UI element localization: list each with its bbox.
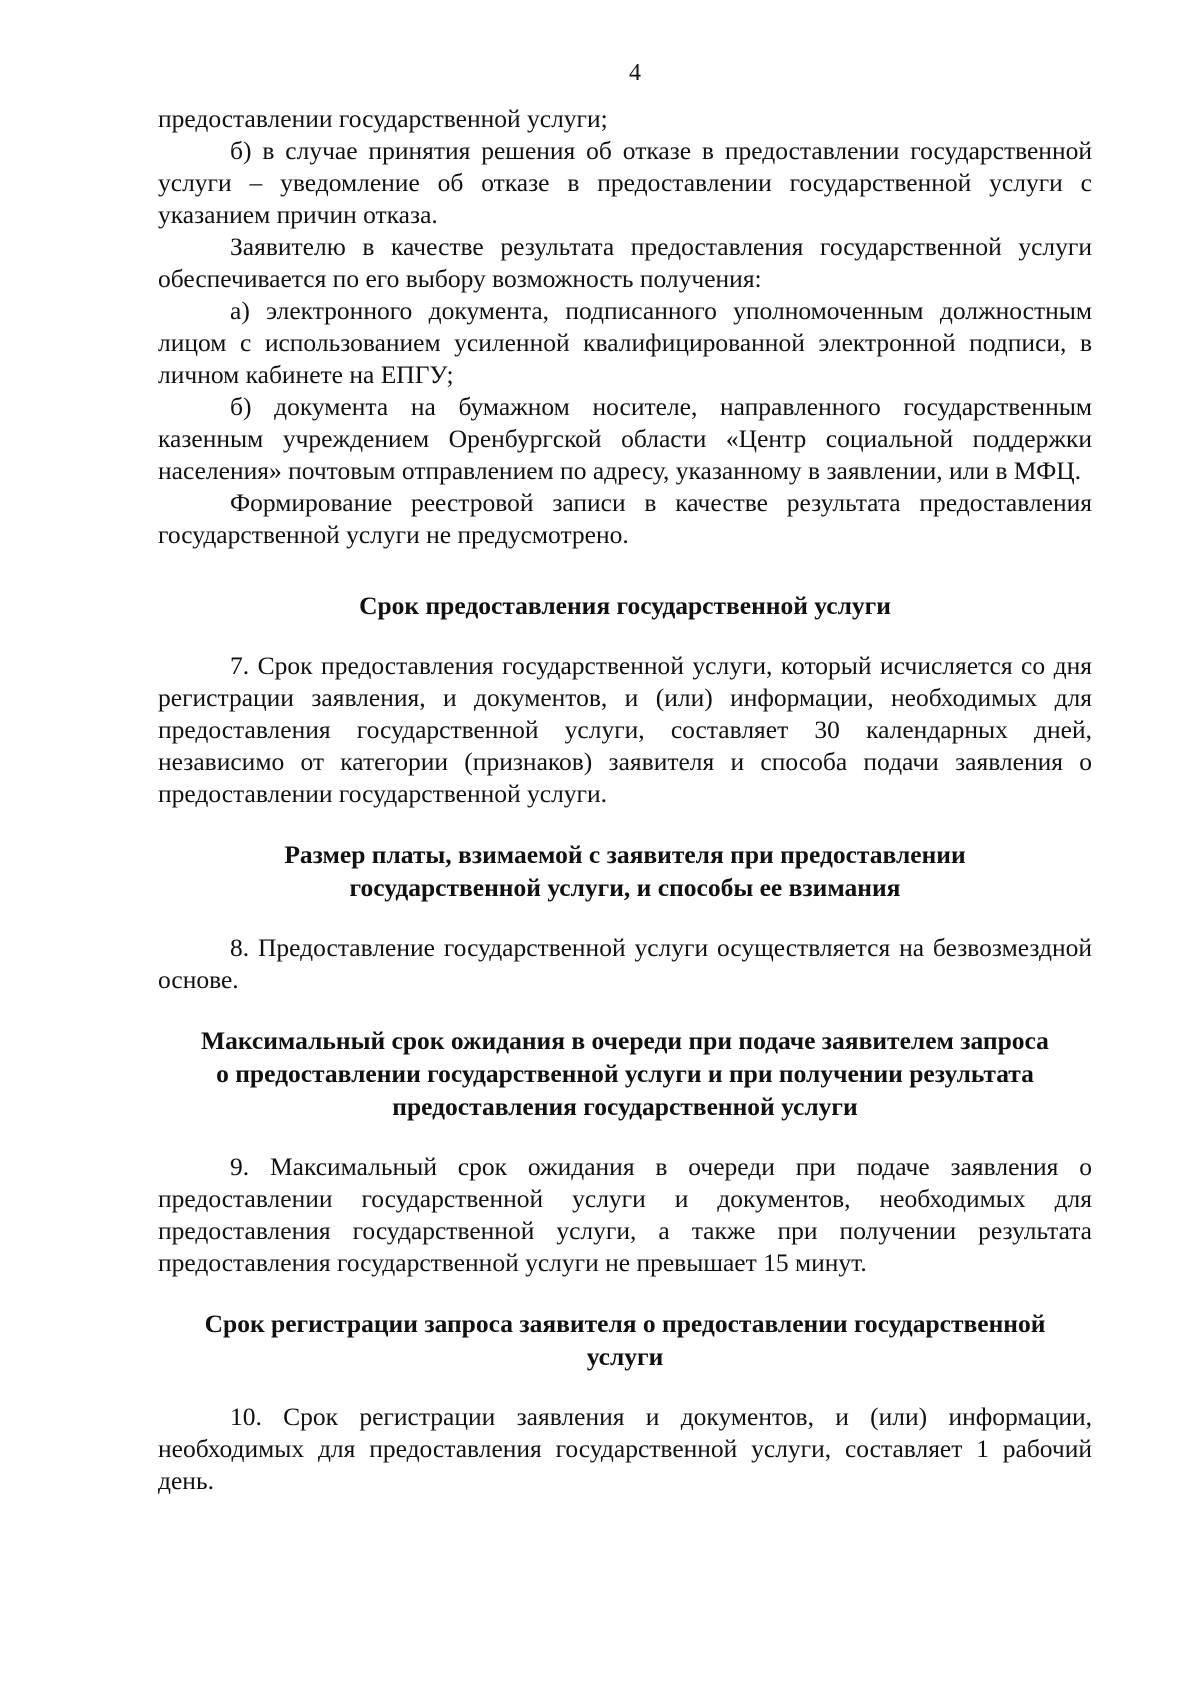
paragraph-10: 10. Срок регистрации заявления и документов, и (или) информации, необходимых для предоставления государственной услуги, составляет 1 рабочий день.	[158, 1402, 1092, 1495]
paragraph-9: 9. Максимальный срок ожидания в очереди при подаче заявления о предоставлении государственной услуги и документов, необходимых для предоставления государственной услуги, а также при получении результата предоставления государственной услуги не превышает 15 минут.	[158, 1152, 1092, 1277]
paragraph-registry-record: Формирование реестровой записи в качестве результата предоставления государственной услуги не предусмотрено.	[158, 488, 1092, 549]
paragraph-paper-document: б) документа на бумажном носителе, направленного государственным казенным учреждением Оренбургской области «Центр социальной поддержки населения» почтовым отправлением по адресу, указанному в заявлении, или в МФЦ.	[158, 392, 1092, 485]
paragraph-refusal-notice: б) в случае принятия решения об отказе в предоставлении государственной услуги – уведомление об отказе в предоставлении государственной услуги с указанием причин отказа.	[158, 136, 1092, 229]
heading-service-term: Срок предоставления государственной услуги	[359, 591, 891, 620]
paragraph-8: 8. Предоставление государственной услуги осуществляется на безвозмездной основе.	[158, 933, 1092, 994]
heading-fee-line-1: Размер платы, взимаемой с заявителя при предоставлении	[284, 840, 966, 869]
paragraph-electronic-document: а) электронного документа, подписанного уполномоченным должностным лицом с использованием усиленной квалифицированной электронной подписи, в личном кабинете на ЕПГУ;	[158, 296, 1092, 389]
heading-fee-line-2: государственной услуги, и способы ее взимания	[349, 873, 901, 902]
paragraph-result-options: Заявителю в качестве результата предоставления государственной услуги обеспечивается по его выбору возможность получения:	[158, 232, 1092, 293]
heading-queue-line-2: о предоставлении государственной услуги и при получении результата	[216, 1059, 1034, 1088]
heading-registration-term	[158, 1307, 1092, 1373]
paragraph-continuation: предоставлении государственной услуги;	[158, 104, 608, 133]
heading-fee	[158, 838, 1092, 904]
heading-registration-line-2: услуги	[586, 1342, 664, 1371]
heading-queue-line-1: Максимальный срок ожидания в очереди при подаче заявителем запроса	[201, 1026, 1049, 1055]
heading-registration-line-1: Срок регистрации запроса заявителя о предоставлении государственной	[204, 1309, 1046, 1338]
paragraph-7: 7. Срок предоставления государственной услуги, который исчисляется со дня регистрации заявления, и документов, и (или) информации, необходимых для предоставления государственной услуги, составляет 30 календарных дней, независимо от категории (признаков) заявителя и способа подачи заявления о предоставлении государственной услуги.	[158, 651, 1092, 808]
page-number: 4	[629, 60, 641, 86]
heading-queue-time	[158, 1024, 1092, 1123]
heading-queue-line-3: предоставления государственной услуги	[392, 1092, 858, 1121]
